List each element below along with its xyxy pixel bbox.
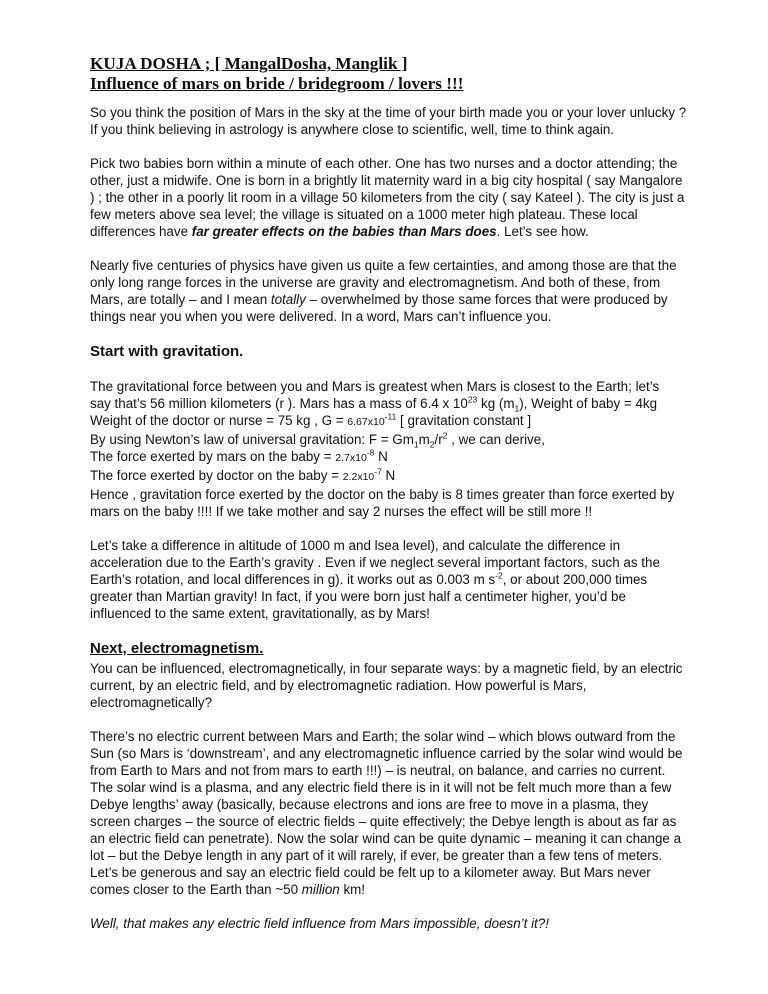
calc-line: The force exerted by mars on the baby = $2.7x10^{-8}$ N [90, 447, 388, 464]
document-page [90, 54, 690, 932]
section-heading-electromagnetism: Next, electromagnetism. [90, 640, 264, 657]
document-subtitle: Influence of mars on bride / bridegroom / lovers !!! [90, 74, 464, 93]
intro-paragraph-1: So you think the position of Mars in the sky at the time of your birth made you or your lover unlucky ? If you think believing in astrology is anywhere close to scientific, well, time to think again. [90, 105, 687, 137]
emphasis-text: million [301, 882, 340, 897]
emphasis-text: totally [270, 292, 306, 307]
calc-line: Weight of the doctor or nurse = 75 kg , $G = 6.67x10^{-11}$ [ gravitation constant ] [90, 411, 532, 428]
intro-paragraph-3: Nearly five centuries of physics have given us quite a few certainties, and among those are that the only long range forces in the universe are gravity and electromagnetism. And both of these, from Mars, are totally – and I mean totally – overwhelmed by those same forces that were produced by things near you when you were delivered. In a word, Mars can’t influence you. [90, 258, 677, 324]
electromagnetism-paragraph-2: There’s no electric current between Mars and Earth; the solar wind – which blows outward from the Sun (so Mars is ‘downstream’, and any electromagnetic influence carried by the solar wind would be from Earth to Mars and not from mars to earth !!!) – is neutral, on balance, and carries no current. The solar wind is a plasma, and any electric field there is in it will not be felt much more than a few Debye lengths’ away (basically, because electrons and ions are free to move in a plasma, they screen charges – the source of electric fields – quite effectively; the Debye length is about as far as an electric field can penetrate). Now the solar wind can be quite dynamic – meaning it can change a lot – but the Debye length in any part of it will rarely, if ever, be greater than a few tens of meters. Let’s be generous and say an electric field could be felt up to a kilometer away. But Mars never comes closer to the Earth than ~50 million km! [90, 729, 683, 897]
gravitation-calculation [90, 378, 690, 520]
calc-line: say that’s 56 million kilometers (r ). Mars has a mass of 6.4 x $10^{23}$ kg $(m_1)$, Weight of baby = 4kg [90, 394, 658, 414]
document-title: KUJA DOSHA ; [ MangalDosha, Manglik ] [90, 54, 408, 73]
section-heading-gravitation: Start with gravitation. [90, 343, 244, 360]
calc-line: The gravitational force between you and Mars is greatest when Mars is closest to the Earth; let’s [90, 379, 660, 394]
calc-conclusion: Hence , gravitation force exerted by the doctor on the baby is 8 times greater than force exerted by mars on the baby !!!! If we take mother and say 2 nurses the effect will be still more !! [90, 487, 675, 519]
electromagnetism-paragraph-3: Well, that makes any electric field influence from Mars impossible, doesn’t it?! [90, 916, 549, 931]
intro-paragraph-2: Pick two babies born within a minute of each other. One has two nurses and a doctor attending; the other, just a midwife. One is born in a brightly lit maternity ward in a big city hospital ( say Mangalore ) ; the other in a poorly lit room in a village 50 kilometers from the city ( say Kateel ). The city is just a few meters above sea level; the village is situated on a 1000 meter high plateau. These local differences have far greater effects on the babies than Mars does. Let’s see how. [90, 156, 685, 239]
calc-line: The force exerted by doctor on the baby = $2.2x10^{-7}$ N [90, 466, 396, 483]
electromagnetism-paragraph-1: You can be influenced, electromagnetically, in four separate ways: by a magnetic field, by an electric current, by an electric field, and by electromagnetic radiation. How powerful is Mars, electromagnetically? [90, 661, 683, 710]
gravitation-paragraph-2: Let’s take a difference in altitude of 1000 m and lsea level), and calculate the difference in acceleration due to the Earth’s gravity . Even if we neglect several important factors, such as the Earth’s rotation, and local differences in g). it works out as 0.003 m $s^{-2}$, or about 200,000 times greater than Martian gravity! In fact, if you were born just half a centimeter higher, you’d be influenced to the same extent, gravitationally, as by Mars! [90, 538, 660, 621]
emphasis-text: far greater effects on the babies than Mars does [191, 224, 497, 239]
calc-line: By using Newton’s law of universal gravitation: $F = Gm_1m_2/r^2$ , we can derive, [90, 430, 545, 450]
